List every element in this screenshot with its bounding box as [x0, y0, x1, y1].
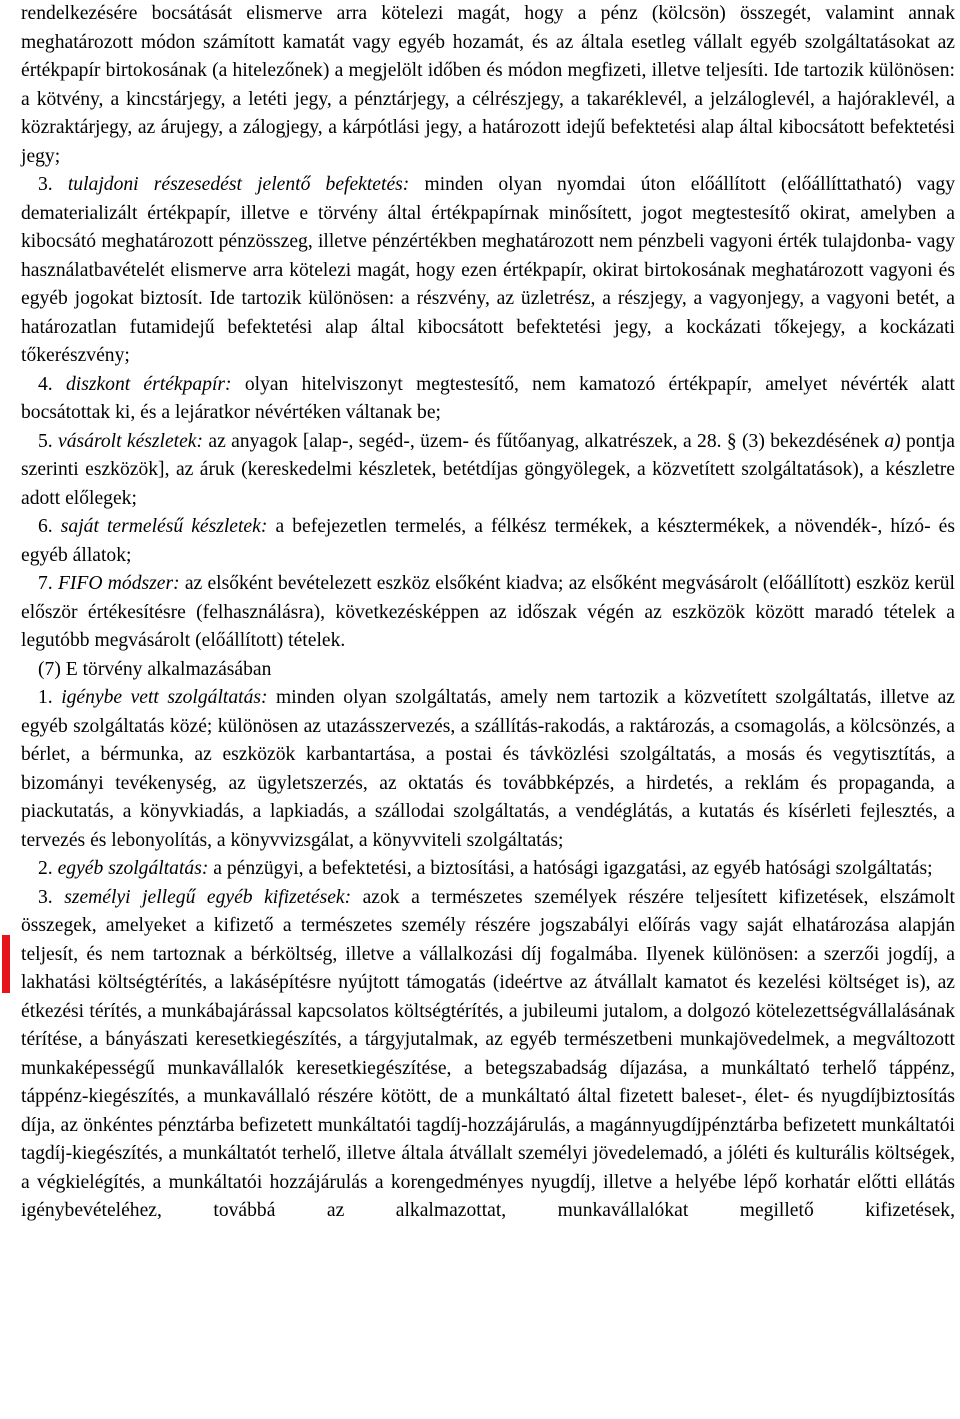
defined-term: egyéb szolgáltatás:	[57, 858, 209, 879]
item-number: 5.	[38, 430, 53, 452]
definition-item	[21, 513, 955, 570]
section-heading	[21, 656, 955, 685]
item-number: 3.	[38, 174, 53, 195]
definition-text: az elsőként bevételezett eszköz elsőként kiadva; az elsőként megvásárolt (előállított) eszköz kerül először értékesítésre (felhasználásra), következésképpen az időszak végén az eszközök között maradó tételek a legutóbb megvásárolt (előállított) tételek.	[21, 573, 956, 651]
definition-item	[21, 884, 955, 1226]
item-number: 4.	[38, 373, 53, 395]
change-bar	[2, 935, 10, 993]
defined-term: igénybe vett szolgáltatás:	[61, 687, 268, 708]
paragraph-continuation	[21, 0, 955, 171]
defined-term: vásárolt készletek:	[58, 430, 204, 452]
defined-term: FIFO módszer:	[57, 573, 180, 594]
document-body	[21, 0, 955, 1226]
definition-item	[21, 855, 955, 884]
section-text: (7) E törvény alkalmazásában	[38, 658, 272, 680]
defined-term: saját termelésű készletek:	[60, 516, 268, 537]
item-number: 6.	[38, 516, 53, 537]
defined-term: személyi jellegű egyéb kifizetések:	[64, 886, 352, 908]
definition-text: a befejezetlen termelés, a félkész termékek, a késztermékek, a növendék-, hízó- és egyéb állatok;	[21, 516, 955, 566]
defined-term: diszkont értékpapír:	[65, 373, 232, 395]
definition-item	[21, 428, 955, 514]
defined-term: tulajdoni részesedést jelentő befektetés:	[67, 174, 410, 195]
item-number: 2.	[38, 858, 53, 879]
definition-text: olyan hitelviszonyt megtestesítő, nem kamatozó értékpapír, amelyet névérték alatt bocsátottak ki, és a lejáratkor névértéken váltanak be;	[21, 373, 955, 423]
definition-text: a pénzügyi, a befektetési, a biztosítási, a hatósági igazgatási, az egyéb hatósági szolgáltatás;	[213, 858, 933, 879]
definition-item	[21, 171, 955, 371]
definition-text: minden olyan nyomdai úton előállított (előállíttatható) vagy dematerializált értékpapír, illetve e törvény által értékpapírnak minősített, jogot megtestesítő okirat, amelyben a kibocsátó meghatározott pénzösszeg, illetve pénzértékben meghatározott nem pénzbeli vagyoni érték tulajdonba- vagy használatbavételét elismerve arra kötelezi magát, hogy ezen értékpapír, okirat birtokosának meghatározott vagyoni és egyéb jogokat biztosít. Ide tartozik különösen: a részvény, az üzletrész, a részjegy, a vagyonjegy, a vagyoni betét, a határozatlan futamidejű befektetési alap által kibocsátott befektetési jegy, a kockázati tőkejegy, a kockázati tőkerészvény;	[21, 174, 955, 366]
point-reference: a)	[884, 430, 901, 452]
definition-text: minden olyan szolgáltatás, amely nem tartozik a közvetített szolgáltatás, illetve az egyéb szolgáltatás közé; különösen az utazásszervezés, a szállítás-rakodás, a raktározás, a csomagolás, a kölcsönzés, a bérlet, a bérmunka, az eszközök karbantartása, a postai és távközlési szolgáltatás, a mosás és vegytisztítás, a bizományi tevékenység, az ügyletszerzés, az oktatás és továbbképzés, a hirdetés, a reklám és propaganda, a piackutatás, a könyvkiadás, a lapkiadás, a szállodai szolgáltatás, a vendéglátás, a kutatás és kísérleti fejlesztés, a tervezés és lebonyolítás, a könyvvizsgálat, a könyvviteli szolgáltatás;	[21, 687, 955, 851]
item-number: 3.	[38, 886, 53, 908]
item-number: 1.	[38, 687, 53, 708]
definition-item	[21, 684, 955, 855]
definition-text: az anyagok [alap-, segéd-, üzem- és fűtőanyag, alkatrészek, a 28. § (3) bekezdésének	[208, 430, 879, 452]
definition-text: azok a természetes személyek részére teljesített kifizetések, elszámolt összegek, amelyeket a kifizető a természetes személy részére jogszabályi előírás vagy saját elhatározása alapján teljesít, és nem tartoznak a bérköltség, illetve a vállalkozási díj fogalmába. Ilyenek különösen: a szerzői jogdíj, a lakhatási költségtérítés, a lakásépítésre nyújtott támogatás (ideértve az átvállalt kamatot és kezelési költséget is), az étkezési térítés, a munkábajárással kapcsolatos költségtérítés, a jubileumi jutalom, a dolgozó kötelezettségvállalásának térítése, a bányászati keresetkiegészítés, a tárgyjutalmak, az egyéb természetbeni munkajövedelmek, a megváltozott munkaképességű munkavállalók keresetkiegészítése, a betegszabadság díjazása, a munkáltató terhelő táppénz, táppénz-kiegészítés, a munkavállaló részére kötött, de a munkáltató által fizetett baleset-, élet- és nyugdíjbiztosítás díja, az önkéntes pénztárba befizetett munkáltatói tagdíj-hozzájárulás, a magánnyugdíjpénztárba befizetett munkáltatói tagdíj-kiegészítés, a munkáltatót terhelő, illetve általa átvállalt személyi jövedelemadó, a jóléti és kulturális költségek, a végkielégítés, a munkáltatói hozzájárulás a korengedményes nyugdíj, illetve a helyébe lépő korhatár előtti ellátás igénybevételéhez, továbbá az alkalmazottat, munkavállalókat megillető kifizetések,	[21, 886, 955, 1221]
definition-item	[21, 371, 955, 428]
definition-item	[21, 570, 955, 656]
definition-text: pontja szerinti eszközök], az áruk (kereskedelmi készletek, betétdíjas göngyölegek, a közvetített szolgáltatások), a készletre adott előlegek;	[21, 430, 955, 509]
item-number: 7.	[38, 573, 53, 594]
paragraph-text: rendelkezésére bocsátását elismerve arra kötelezi magát, hogy a pénz (kölcsön) összegét, valamint annak meghatározott módon számított kamatát vagy egyéb hozamát, és az általa esetleg vállalt egyéb szolgáltatásokat az értékpapír birtokosának (a hitelezőnek) a megjelölt időben és módon megfizeti, illetve teljesíti. Ide tartozik különösen: a kötvény, a kincstárjegy, a letéti jegy, a pénztárjegy, a célrészjegy, a takaréklevél, a jelzáloglevél, a hajóraklevél, a közraktárjegy, az árujegy, a zálogjegy, a kárpótlási jegy, a határozott idejű befektetési alap által kibocsátott befektetési jegy;	[21, 3, 955, 167]
